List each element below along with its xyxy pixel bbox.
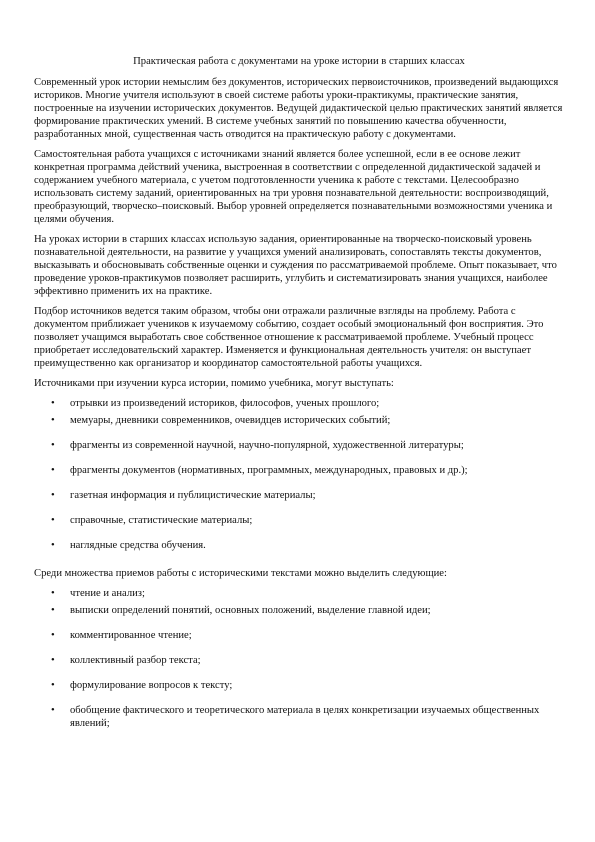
list-item [34,464,564,477]
paragraph-source-selection: Подбор источников ведется таким образом, чтобы они отражали различные взгляды на проблему. Работа с документом приближает учеников к изучаемому событию, создает особый эмоциональный фон восприятия. Это позволяет учащимся выработать свое собственное отношение к рассматриваемой проблеме. Учебный процесс приобретает исследовательский характер. Изменяется и функциональная деятельность учителя: он выступает преимущественно как организатор и координатор самостоятельной работы учащихся. [34,306,544,369]
bullet-icon: • [51,515,55,526]
methods-list [34,587,564,730]
list-item [34,397,564,410]
list-item-text: мемуары, дневники современников, очевидцев исторических событий; [70,415,391,426]
paragraph-senior-classes: На уроках истории в старших классах использую задания, ориентированные на творческо-поисковый уровень познавательной деятельности, на развитие у учащихся умений анализировать, сопоставлять тексты документов, высказывать и обосновывать собственные оценки и суждения по рассматриваемой проблеме. Опыт показывает, что проведение уроков-практикумов позволяет расширить, углубить и систематизировать знания учащихся, наиболее эффективно применить их на практике. [34,234,557,297]
document-page [34,55,564,734]
list-item [34,679,564,692]
list-item [34,654,564,667]
bullet-icon: • [51,540,55,551]
list-item-text: обобщение фактического и теоретического материала в целях конкретизации изучаемых общественных явлений; [70,705,540,729]
list-item [34,604,564,617]
list-item [34,514,564,527]
paragraph-independent-work: Самостоятельная работа учащихся с источниками знаний является более успешной, если в ее основе лежит конкретная программа действий ученика, выстроенная в соответствии с определенной дидактической задачей и содержанием учебного материала, с учетом подготовленности ученика к работе с текстами. Целесообразно использовать систему заданий, ориентированных на три уровня познавательной деятельности: воспроизводящий, преобразующий, творческо–поисковый. Выбор уровней определяется познавательными возможностями ученика и целями обучения. [34,149,553,225]
list-item [34,704,564,730]
bullet-icon: • [51,655,55,666]
list-item-text: комментированное чтение; [70,630,192,641]
list-item-text: чтение и анализ; [70,588,145,599]
bullet-icon: • [51,605,55,616]
list-item-text: коллективный разбор текста; [70,655,201,666]
bullet-icon: • [51,440,55,451]
list-item [34,587,564,600]
bullet-icon: • [51,588,55,599]
sources-intro: Источниками при изучении курса истории, помимо учебника, могут выступать: [34,378,394,389]
list-item [34,539,564,552]
list-item-text: отрывки из произведений историков, философов, ученых прошлого; [70,398,380,409]
bullet-icon: • [51,465,55,476]
list-item-text: фрагменты документов (нормативных, программных, международных, правовых и др.); [70,465,468,476]
list-item-text: газетная информация и публицистические материалы; [70,490,316,501]
list-item [34,414,564,427]
list-item-text: наглядные средства обучения. [70,540,206,551]
sources-list [34,397,564,552]
document-title: Практическая работа с документами на уроке истории в старших классах [133,56,465,67]
paragraph-intro: Современный урок истории немыслим без документов, исторических первоисточников, произведений выдающихся историков. Многие учителя используют в своей системе работы уроки-практикумы, практические занятия, построенные на изучении исторических документов. Ведущей дидактической целью практических занятий является формирование практических умений. В системе учебных занятий по повышению качества обученности, разработанных мной, существенная часть отводится на практическую работу с документами. [34,77,563,140]
bullet-icon: • [51,490,55,501]
bullet-icon: • [51,415,55,426]
bullet-icon: • [51,705,55,716]
list-item-text: выписки определений понятий, основных положений, выделение главной идеи; [70,605,431,616]
bullet-icon: • [51,680,55,691]
bullet-icon: • [51,398,55,409]
list-item-text: формулирование вопросов к тексту; [70,680,233,691]
list-item [34,439,564,452]
methods-intro: Среди множества приемов работы с историческими текстами можно выделить следующие: [34,568,447,579]
list-item [34,489,564,502]
list-item [34,629,564,642]
list-item-text: справочные, статистические материалы; [70,515,253,526]
bullet-icon: • [51,630,55,641]
list-item-text: фрагменты из современной научной, научно-популярной, художественной литературы; [70,440,464,451]
